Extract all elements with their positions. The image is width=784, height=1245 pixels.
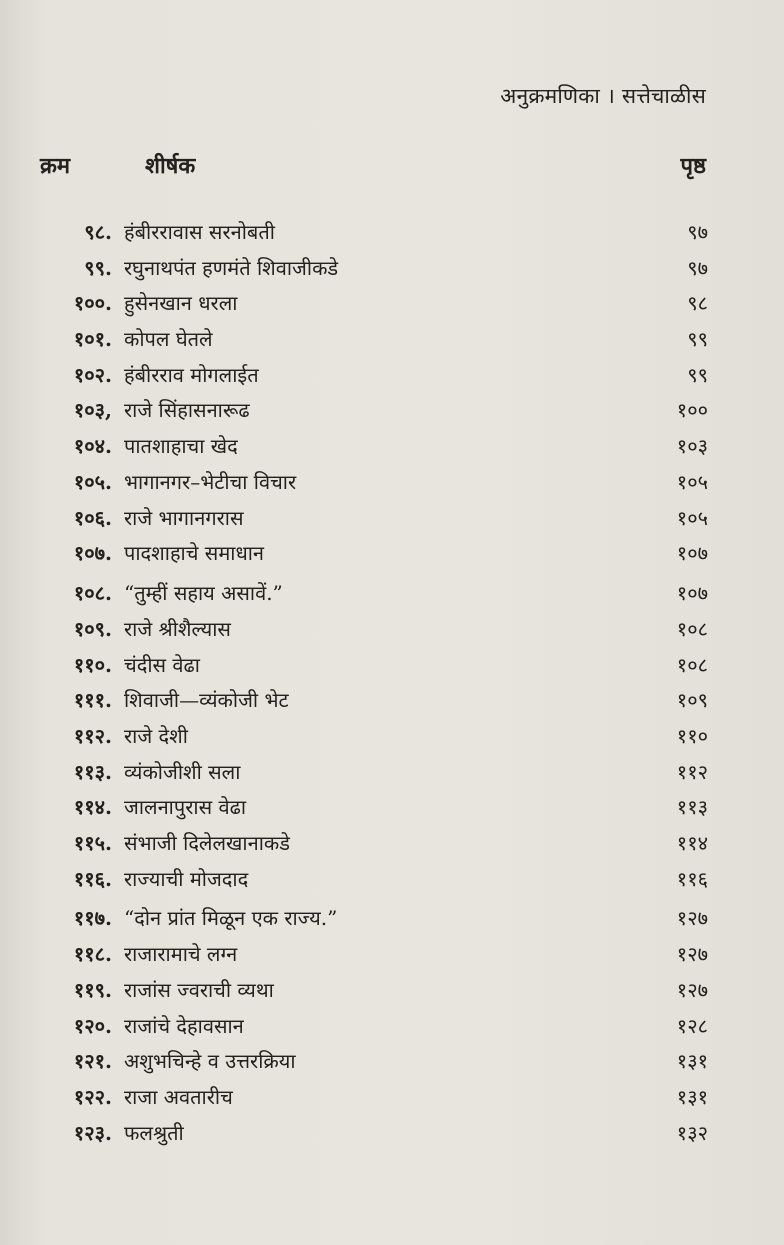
toc-entry-number: ९८. xyxy=(84,220,112,244)
toc-entry-title: हंबीरराव मोगलाईत xyxy=(124,362,259,387)
running-header: अनुक्रमणिका । सत्तेचाळीस xyxy=(500,84,706,108)
toc-entry-number: ११५. xyxy=(73,831,112,855)
toc-entry xyxy=(0,940,784,976)
toc-entry xyxy=(0,758,784,794)
toc-entry-page: १०७ xyxy=(676,580,708,605)
toc-entry-number: ९९. xyxy=(84,255,112,280)
toc-entry-number: १२०. xyxy=(73,1013,112,1038)
column-heading-number: क्रम xyxy=(40,153,71,179)
toc-entry-title: रघुनाथपंत हणमंते शिवाजीकडे xyxy=(124,255,339,280)
toc-entry-number: १०२. xyxy=(73,362,112,387)
toc-entry-title: राजे सिंहासनारूढ xyxy=(124,398,250,423)
toc-entry-page: ११२ xyxy=(676,759,708,784)
toc-entry-page: १३२ xyxy=(676,1120,708,1145)
toc-entry-page: ९८ xyxy=(687,291,708,316)
toc-entry xyxy=(0,722,784,758)
toc-entry-title: राजांचे देहावसान xyxy=(124,1013,244,1038)
toc-entry-number: ११७. xyxy=(73,906,112,931)
toc-entry-page: ९९ xyxy=(687,327,708,352)
toc-entry-number: ११३. xyxy=(73,759,112,784)
toc-entry-page: १३१ xyxy=(676,1049,708,1074)
toc-entry-page: १२७ xyxy=(676,942,708,967)
toc-entry-title: पादशाहाचे समाधान xyxy=(124,541,265,566)
toc-entry-title: भागानगर–भेटीचा विचार xyxy=(124,469,297,494)
toc-entry-title: पातशाहाचा खेद xyxy=(124,434,238,459)
toc-entry-page: १०३ xyxy=(676,434,708,459)
toc-entry-page: ९७ xyxy=(687,255,708,280)
toc-entry-number: ११०. xyxy=(73,652,112,677)
toc-entry xyxy=(0,829,784,865)
toc-entry xyxy=(0,1083,784,1119)
toc-entry-title: हंबीररावास सरनोबती xyxy=(124,220,275,244)
toc-entry-page: १०५ xyxy=(676,505,708,530)
toc-entry-title: “दोन प्रांत मिळून एक राज्य.” xyxy=(124,906,338,931)
toc-entry xyxy=(0,325,784,361)
toc-entry-title: राजा अवतारीच xyxy=(124,1085,233,1110)
toc-entry-title: फलश्रुती xyxy=(124,1120,184,1145)
column-heading-page: पृष्ठ xyxy=(680,153,706,179)
toc-entry-number: ११८. xyxy=(73,942,112,967)
toc-entry-number: १०५. xyxy=(73,469,112,494)
toc-entry-number: १००. xyxy=(73,291,112,316)
toc-entry-number: १११. xyxy=(73,688,112,713)
toc-entry-number: ११६. xyxy=(73,866,112,891)
toc-entry xyxy=(0,686,784,722)
toc-entry-title: राजे श्रीशैल्यास xyxy=(124,616,231,641)
toc-entry-number: ११९. xyxy=(73,978,112,1003)
toc-entry-page: ११० xyxy=(676,723,708,748)
toc-entry xyxy=(0,218,784,254)
toc-entry-title: संभाजी दिलेलखानाकडे xyxy=(124,831,290,855)
toc-entry-title: राजे देशी xyxy=(124,723,188,748)
toc-list xyxy=(0,218,784,1155)
toc-entry xyxy=(0,361,784,397)
toc-entry xyxy=(0,900,784,940)
toc-entry-page: १०० xyxy=(676,398,708,423)
toc-entry-title: राजे भागानगरास xyxy=(124,505,244,530)
column-headings xyxy=(0,150,784,190)
toc-entry-number: १०९. xyxy=(73,616,112,641)
toc-entry-page: ९९ xyxy=(687,362,708,387)
toc-entry xyxy=(0,1012,784,1048)
toc-entry-title: राजारामाचे लग्न xyxy=(124,942,238,967)
toc-entry xyxy=(0,976,784,1012)
toc-entry-title: राज्याची मोजदाद xyxy=(124,866,249,891)
toc-entry-title: कोपल घेतले xyxy=(124,327,213,352)
toc-entry-number: १०१. xyxy=(73,327,112,352)
toc-entry-title: हुसेनखान धरला xyxy=(124,291,238,316)
toc-entry-number: १०८. xyxy=(73,580,112,605)
toc-entry-page: ११४ xyxy=(676,831,708,855)
toc-entry-page: १०८ xyxy=(676,652,708,677)
toc-entry-number: १०६. xyxy=(73,505,112,530)
toc-entry-title: शिवाजी—व्यंकोजी भेट xyxy=(124,688,289,713)
toc-entry-number: १०७. xyxy=(73,541,112,566)
toc-entry-page: १२७ xyxy=(676,978,708,1003)
toc-entry xyxy=(0,468,784,504)
toc-entry-title: जालनापुरास वेढा xyxy=(124,795,247,820)
toc-entry xyxy=(0,432,784,468)
toc-entry xyxy=(0,651,784,687)
toc-entry xyxy=(0,396,784,432)
toc-entry-number: १२१. xyxy=(73,1049,112,1074)
toc-entry-title: व्यंकोजीशी सला xyxy=(124,759,241,784)
toc-entry-page: १०९ xyxy=(676,688,708,713)
column-heading-title: शीर्षक xyxy=(145,153,196,179)
toc-entry-title: राजांस ज्वराची व्यथा xyxy=(124,978,274,1003)
toc-entry xyxy=(0,504,784,540)
toc-entry-title: अशुभचिन्हे व उत्तरक्रिया xyxy=(124,1049,296,1074)
toc-entry-page: ९७ xyxy=(687,220,708,244)
toc-entry xyxy=(0,289,784,325)
toc-entry xyxy=(0,539,784,575)
toc-entry-page: १०५ xyxy=(676,469,708,494)
toc-entry-number: ११२. xyxy=(73,723,112,748)
toc-entry xyxy=(0,254,784,290)
toc-entry-number: १०४. xyxy=(73,434,112,459)
toc-entry-title: “तुम्हीं सहाय असावें.” xyxy=(124,580,283,605)
toc-entry-number: १०३, xyxy=(73,398,112,423)
toc-entry-page: १३१ xyxy=(676,1085,708,1110)
toc-entry xyxy=(0,865,784,901)
toc-entry-number: ११४. xyxy=(73,795,112,820)
toc-entry-page: ११३ xyxy=(676,795,708,820)
toc-entry-page: १२७ xyxy=(676,906,708,931)
toc-entry xyxy=(0,793,784,829)
toc-entry-number: १२३. xyxy=(73,1120,112,1145)
toc-entry xyxy=(0,575,784,615)
toc-entry xyxy=(0,615,784,651)
toc-entry-page: १२८ xyxy=(676,1013,708,1038)
toc-entry xyxy=(0,1047,784,1083)
toc-entry-number: १२२. xyxy=(73,1085,112,1110)
toc-entry-title: चंदीस वेढा xyxy=(124,652,200,677)
toc-entry-page: १०७ xyxy=(676,541,708,566)
toc-entry-page: १०८ xyxy=(676,616,708,641)
toc-entry xyxy=(0,1119,784,1155)
toc-entry-page: ११६ xyxy=(676,866,708,891)
